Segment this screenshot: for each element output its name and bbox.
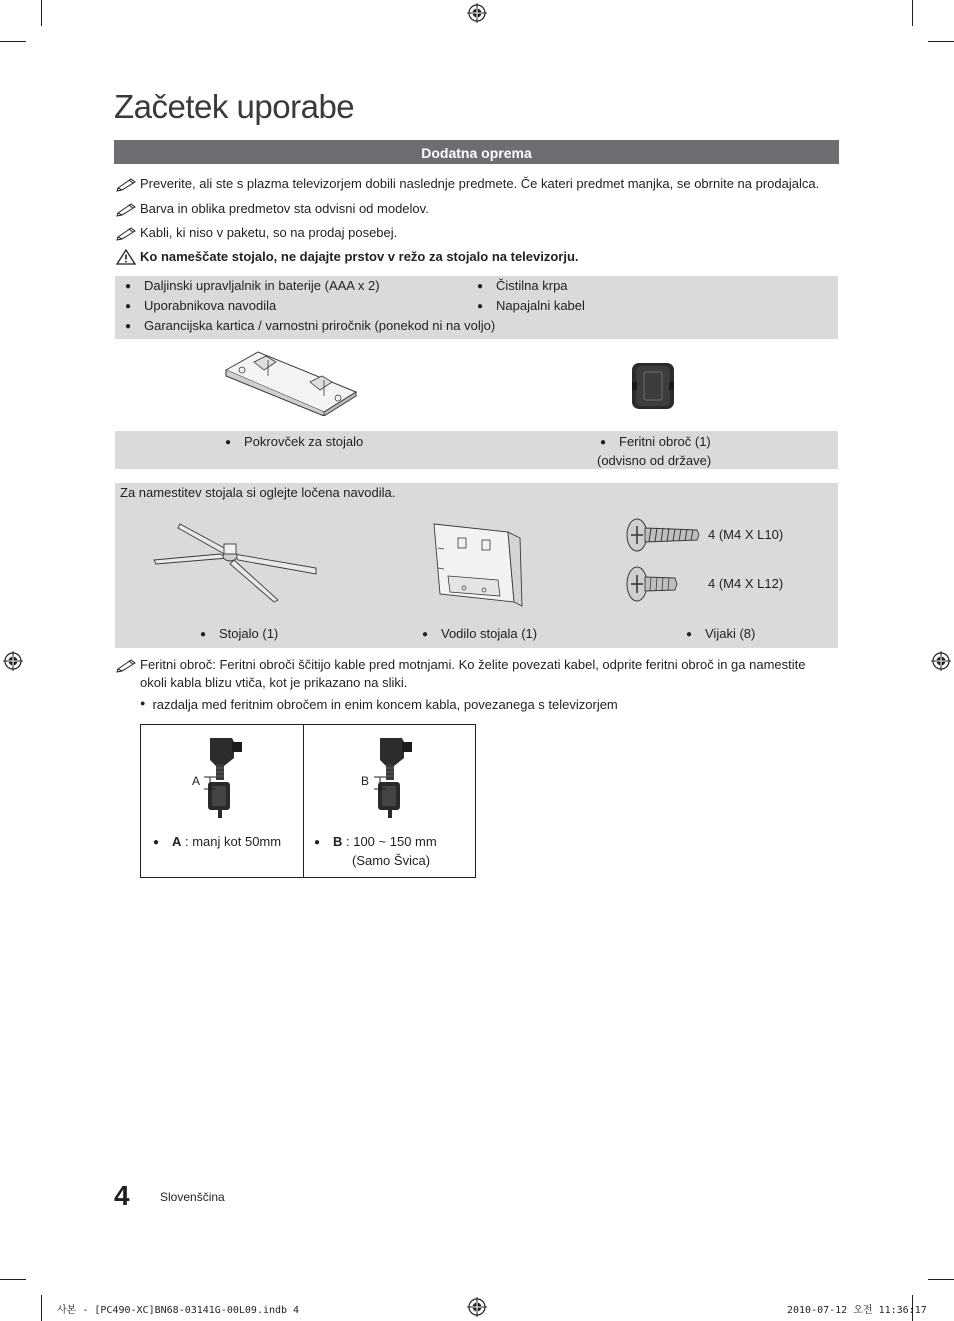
- list-item: ● Stojalo (1): [200, 626, 279, 641]
- note-text: Preverite, ali ste s plazma televizorjem dobili naslednje predmete. Če kateri predmet manjka, se obrnite na prodajalca.: [140, 176, 820, 191]
- registration-mark-icon: [931, 651, 951, 671]
- warning-triangle-icon: [116, 249, 138, 265]
- page-language: Slovenščina: [160, 1190, 225, 1204]
- ferrite-note-text-cont: okoli kabla blizu vtiča, kot je prikazano na sliki.: [140, 675, 408, 690]
- page-number: 4: [114, 1180, 130, 1211]
- distance-marker-icon: [202, 776, 218, 790]
- footer-timestamp: 2010-07-12 오전 11:36:17: [787, 1305, 927, 1316]
- accessory-labels-box: [115, 431, 838, 469]
- note-item: [116, 225, 397, 241]
- crop-mark: [0, 1279, 26, 1280]
- footer-file-info: 사본 - [PC490-XC]BN68-03141G-00L09.indb 4: [57, 1305, 300, 1316]
- registration-mark-icon: [467, 1297, 487, 1317]
- stand-guide-illustration: [428, 518, 524, 608]
- list-item: ● Uporabnikova navodila: [125, 298, 277, 313]
- table-cell-b-note: (Samo Švica): [352, 853, 431, 868]
- list-item: ● Daljinski upravljalnik in baterije (AAA x 2): [125, 278, 380, 293]
- note-text: Kabli, ki niso v paketu, so na prodaj posebej.: [140, 225, 398, 240]
- list-item: ● Napajalni kabel: [477, 298, 585, 313]
- marker-a: A: [192, 774, 201, 788]
- warning-item: [116, 249, 579, 265]
- screw-l12-label: 4 (M4 X L12): [708, 576, 784, 591]
- note-item: [116, 201, 429, 217]
- section-heading: Dodatna oprema: [114, 140, 839, 164]
- crop-mark: [0, 41, 26, 42]
- crop-mark: [912, 0, 913, 26]
- stand-illustration: [150, 520, 322, 604]
- list-item: ● Garancijska kartica / varnostni priročnik (ponekod ni na voljo): [125, 318, 496, 333]
- ferrite-note-text: Feritni obroč: Feritni obroči ščitijo kable pred motnjami. Ko želite povezati kabel, odprite feritni obroč in ga namestite: [140, 657, 806, 672]
- list-item: ● Feritni obroč (1): [600, 434, 711, 449]
- crop-mark: [928, 41, 954, 42]
- registration-mark-icon: [3, 651, 23, 671]
- crop-mark: [928, 1279, 954, 1280]
- screw-l10-icon: [625, 516, 701, 554]
- warning-text: Ko nameščate stojalo, ne dajajte prstov v režo za stojalo na televizorju.: [140, 249, 579, 264]
- table-cell-b: ● B : 100 ~ 150 mm: [314, 834, 437, 849]
- pencil-note-icon: [116, 201, 138, 217]
- list-item: ● Čistilna krpa: [477, 278, 568, 293]
- table-cell-a: ● A : manj kot 50mm: [153, 834, 282, 849]
- table-divider: [303, 725, 304, 877]
- note-item: [116, 657, 805, 673]
- note-item: [116, 176, 819, 192]
- screw-l10-label: 4 (M4 X L10): [708, 527, 784, 542]
- list-item: ● Vodilo stojala (1): [422, 626, 538, 641]
- stand-intro-text: Za namestitev stojala si oglejte ločena navodila.: [120, 485, 396, 500]
- pencil-note-icon: [116, 657, 138, 673]
- ferrite-core-illustration: [630, 360, 676, 412]
- marker-b: B: [361, 774, 370, 788]
- ferrite-core-note: (odvisno od države): [597, 453, 712, 468]
- pencil-note-icon: [116, 176, 138, 192]
- pencil-note-icon: [116, 225, 138, 241]
- list-item: ● Pokrovček za stojalo: [225, 434, 364, 449]
- note-text: Barva in oblika predmetov sta odvisni od modelov.: [140, 201, 429, 216]
- registration-mark-icon: [467, 3, 487, 23]
- list-item: ● razdalja med feritnim obročem in enim koncem kabla, povezanega s televizorjem: [140, 697, 618, 712]
- list-item: ● Vijaki (8): [686, 626, 756, 641]
- crop-mark: [41, 0, 42, 26]
- distance-marker-icon: [372, 776, 388, 790]
- screw-l12-icon: [625, 564, 681, 604]
- crop-mark: [41, 1295, 42, 1321]
- stand-cover-illustration: [220, 348, 362, 416]
- page-title: Začetek uporabe: [114, 88, 355, 125]
